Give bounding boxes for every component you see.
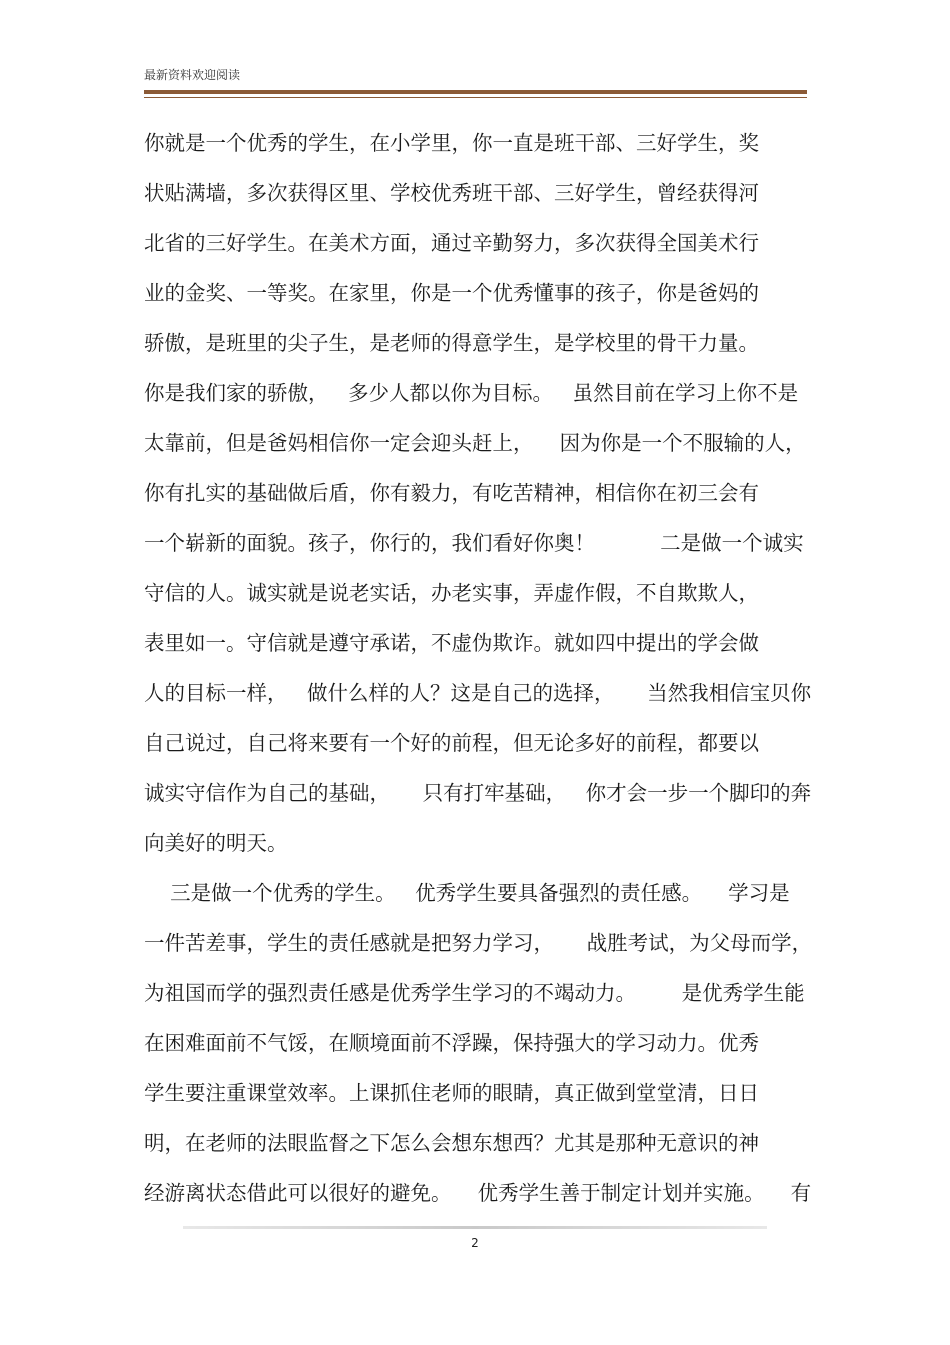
text-line: 诚实守信作为自己的基础， 只有打牢基础， 你才会一步一个脚印的奔 — [144, 781, 812, 805]
text-line: 经游离状态借此可以很好的避免。 优秀学生善于制定计划并实施。 有 — [144, 1181, 812, 1205]
body-text — [144, 118, 814, 1218]
footer-rule — [183, 1226, 767, 1229]
text-line: 你有扎实的基础做后盾，你有毅力，有吃苦精神，相信你在初三会有 — [144, 481, 759, 505]
page-number: 2 — [471, 1236, 479, 1250]
text-line: 你是我们家的骄傲， 多少人都以你为目标。 虽然目前在学习上你不是 — [144, 381, 799, 405]
header-rule-thin — [144, 97, 807, 98]
text-line: 一件苦差事，学生的责任感就是把努力学习， 战胜考试，为父母而学， — [144, 931, 813, 955]
text-line: 在困难面前不气馁，在顺境面前不浮躁，保持强大的学习动力。优秀 — [144, 1031, 759, 1055]
running-header: 最新资料欢迎阅读 — [144, 68, 241, 82]
text-line: 学生要注重课堂效率。上课抓住老师的眼睛，真正做到堂堂清，日日 — [144, 1081, 759, 1105]
text-line: 你就是一个优秀的学生，在小学里，你一直是班干部、三好学生，奖 — [144, 131, 759, 155]
text-line: 骄傲，是班里的尖子生，是老师的得意学生，是学校里的骨干力量。 — [144, 331, 759, 355]
text-line: 北省的三好学生。在美术方面，通过辛勤努力，多次获得全国美术行 — [144, 231, 759, 255]
text-line: 业的金奖、一等奖。在家里，你是一个优秀懂事的孩子，你是爸妈的 — [144, 281, 759, 305]
text-line: 明，在老师的法眼监督之下怎么会想东想西？尤其是那种无意识的神 — [144, 1131, 759, 1155]
text-line: 一个崭新的面貌。孩子，你行的，我们看好你奥！ 二是做一个诚实 — [144, 531, 804, 555]
text-line: 守信的人。诚实就是说老实话，办老实事，弄虚作假，不自欺欺人， — [144, 581, 759, 605]
text-line: 表里如一。守信就是遵守承诺，不虚伪欺诈。就如四中提出的学会做 — [144, 631, 759, 655]
text-line: 太靠前，但是爸妈相信你一定会迎头赶上， 因为你是一个不服输的人， — [144, 431, 806, 455]
text-line: 三是做一个优秀的学生。 优秀学生要具备强烈的责任感。 学习是 — [144, 881, 790, 905]
text-line: 为祖国而学的强烈责任感是优秀学生学习的不竭动力。 是优秀学生能 — [144, 981, 805, 1005]
text-line: 状贴满墙，多次获得区里、学校优秀班干部、三好学生，曾经获得河 — [144, 181, 759, 205]
text-line: 人的目标一样， 做什么样的人？这是自己的选择， 当然我相信宝贝你 — [144, 681, 812, 705]
header-rule-thick — [144, 90, 807, 94]
text-line: 向美好的明天。 — [144, 831, 288, 855]
text-line: 自己说过，自己将来要有一个好的前程，但无论多好的前程，都要以 — [144, 731, 759, 755]
